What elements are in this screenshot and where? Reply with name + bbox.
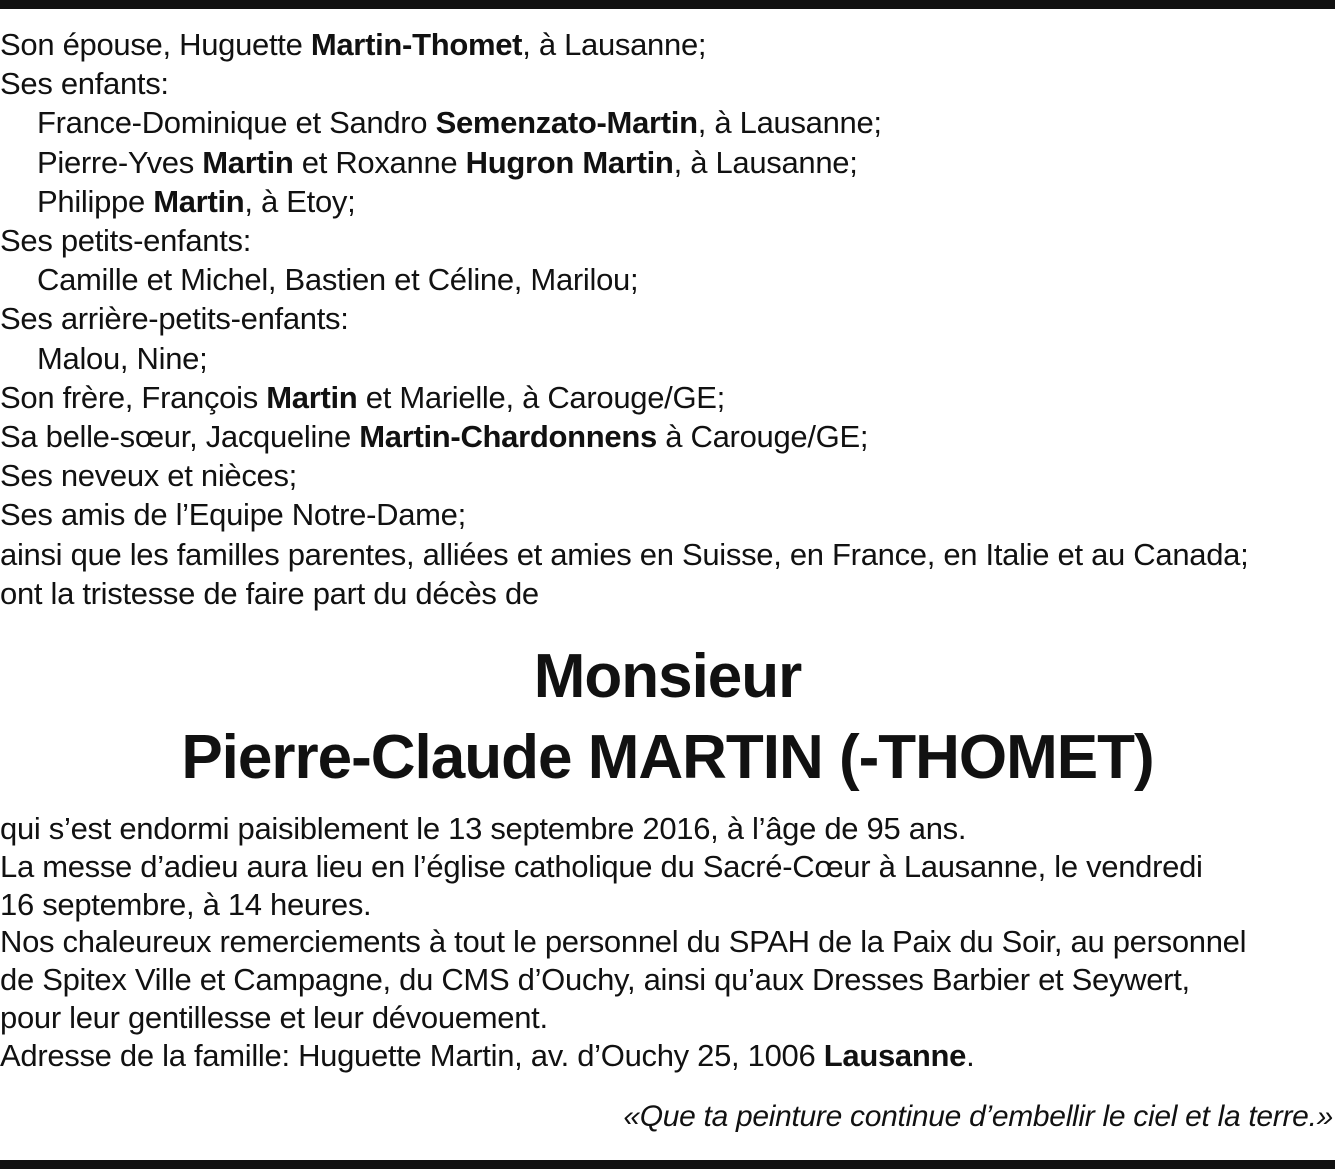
text-segment: , à Lausanne; [673, 144, 858, 180]
text-segment: et Marielle, à Carouge/GE; [357, 379, 725, 415]
text-segment: Ses enfants: [0, 66, 169, 102]
text-segment: Philippe [37, 183, 154, 219]
text-segment: Ses amis de l’Equipe Notre-Dame; [0, 497, 466, 533]
text-segment: ainsi que les familles parentes, alliées et amies en Suisse, en France, en Italie et au Canada; [0, 536, 1249, 572]
deceased-name: Pierre-Claude MARTIN (-THOMET) [181, 723, 1154, 792]
text-segment: Ses neveux et nièces; [0, 458, 297, 494]
text-segment: Nos chaleureux remerciements à tout le personnel du SPAH de la Paix du Soir, au personnel [0, 924, 1247, 960]
text-segment: Son frère, François [0, 379, 267, 415]
text-segment: Pierre-Yves [37, 144, 203, 180]
details-line [0, 809, 966, 849]
family-line [0, 299, 349, 339]
family-line [0, 417, 868, 457]
family-line [0, 495, 466, 535]
details-line [0, 847, 1203, 887]
text-segment: de Spitex Ville et Campagne, du CMS d’Ouchy, ainsi qu’aux Dresses Barbier et Seywert, [0, 962, 1190, 998]
text-segment: France-Dominique et Sandro [37, 105, 436, 141]
bold-name: Hugron Martin [465, 144, 674, 180]
text-segment: Adresse de la famille: Huguette Martin, av. d’Ouchy 25, 1006 [0, 1037, 824, 1073]
deceased-title: Monsieur [533, 642, 802, 711]
text-segment: . [966, 1037, 975, 1073]
details-line [0, 998, 548, 1038]
family-line [37, 260, 638, 300]
text-segment: , à Lausanne; [697, 105, 882, 141]
text-segment: Son épouse, Huguette [0, 27, 311, 62]
text-segment: Malou, Nine; [37, 340, 208, 376]
closing-quote: «Que ta peinture continue d’embellir le ciel et la terre.» [623, 1100, 1333, 1133]
text-segment: qui s’est endormi paisiblement le 13 septembre 2016, à l’âge de 95 ans. [0, 811, 967, 846]
family-line [0, 535, 1248, 575]
family-line [37, 103, 882, 143]
bold-name: Lausanne [823, 1037, 967, 1073]
details-line [0, 960, 1190, 1000]
text-segment: Sa belle-sœur, Jacqueline [0, 419, 360, 454]
text-segment: ont la tristesse de faire part du décès de [0, 575, 539, 611]
text-segment: Ses arrière-petits-enfants: [0, 301, 349, 337]
family-line [37, 143, 858, 183]
bold-name: Martin [153, 183, 245, 219]
family-line [0, 64, 169, 104]
family-line [0, 25, 706, 65]
family-line [0, 574, 539, 614]
family-line [0, 378, 725, 418]
family-line [0, 221, 251, 261]
text-segment: Camille et Michel, Bastien et Céline, Marilou; [37, 262, 639, 298]
text-segment: 16 septembre, à 14 heures. [0, 886, 372, 922]
text-segment: à Carouge/GE; [656, 419, 869, 454]
bottom-rule [0, 1160, 1335, 1169]
text-segment: , à Etoy; [244, 183, 356, 219]
family-line [37, 339, 207, 379]
details-line [0, 885, 371, 925]
family-line [37, 182, 355, 222]
text-segment: La messe d’adieu aura lieu en l’église catholique du Sacré-Cœur à Lausanne, le vendredi [0, 848, 1203, 884]
text-segment: Ses petits-enfants: [0, 223, 252, 258]
bold-name: Martin [266, 379, 358, 415]
bold-name: Martin-Chardonnens [359, 419, 657, 454]
text-segment: , à Lausanne; [522, 27, 707, 62]
family-line [0, 456, 297, 496]
bold-name: Semenzato-Martin [435, 105, 698, 141]
top-rule [0, 0, 1335, 9]
text-segment: pour leur gentillesse et leur dévouement. [0, 1000, 548, 1035]
details-line [0, 1036, 974, 1076]
bold-name: Martin [202, 144, 294, 180]
bold-name: Martin-Thomet [310, 27, 523, 62]
details-line [0, 922, 1246, 962]
text-segment: et Roxanne [293, 144, 466, 180]
